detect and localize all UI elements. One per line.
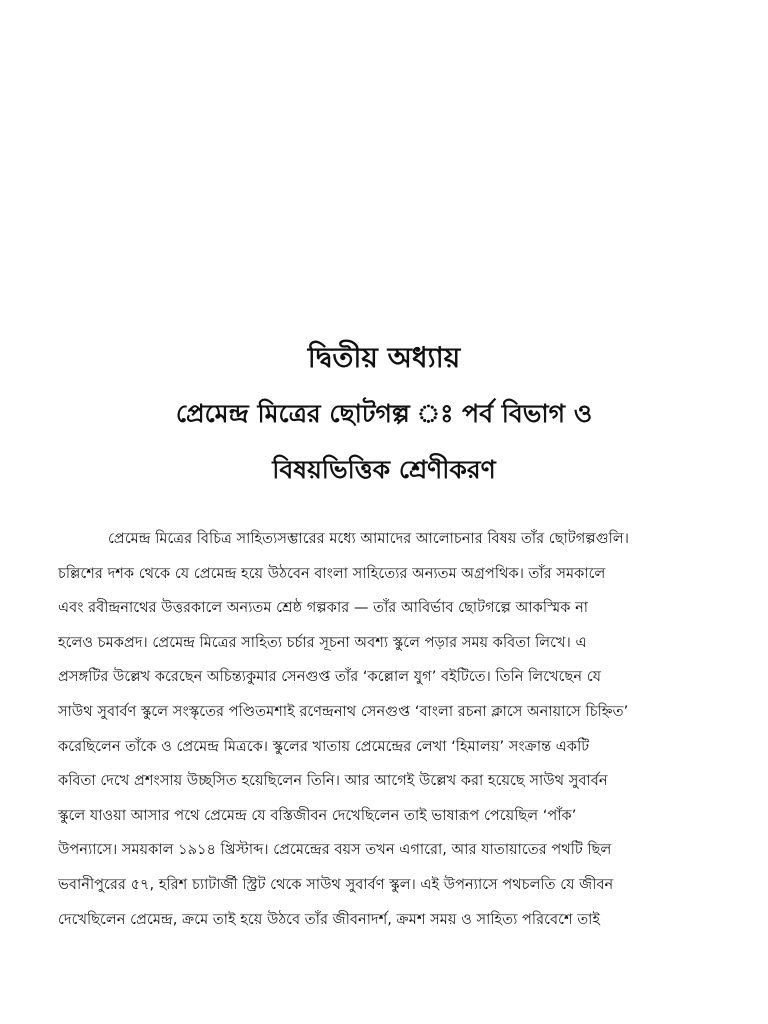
text-line: করেছিলেন তাঁকে ও প্রেমেন্দ্র মিত্রকে। স্কুলের খাতায় প্রেমেন্দ্রের লেখা ‘হিমালয়’ সংক্রান্ত একটি	[58, 737, 590, 755]
chapter-heading	[0, 330, 768, 498]
text-line: কবিতা দেখে প্রশংসায় উচ্ছসিত হয়েছিলেন তিনি। আর আগেই উল্লেখ করা হয়েছে সাউথ সুবার্বন	[58, 772, 608, 790]
chapter-label: দ্বিতীয় অধ্যায়	[307, 341, 461, 374]
text-line: প্রসঙ্গটির উল্লেখ করেছেন অচিন্ত্যকুমার সেনগুপ্ত তাঁর ‘কল্লোল যুগ’ বইটিতে। তিনি লিখেছেন যে	[58, 668, 602, 686]
chapter-title-line-1: প্রেমেন্দ্র মিত্রের ছোটগল্প ঃ পর্ব বিভাগ ও	[175, 399, 593, 428]
chapter-title-line-2: বিষয়ভিত্তিক শ্রেণীকরণ	[272, 455, 496, 484]
text-line: হলেও চমকপ্রদ। প্রেমেন্দ্র মিত্রের সাহিত্য চর্চার সূচনা অবশ্য স্কুলে পড়ার সময় কবিতা লিখে। এ	[58, 633, 587, 651]
text-line: চল্লিশের দশক থেকে যে প্রেমেন্দ্র হয়ে উঠবেন বাংলা সাহিত্যের অন্যতম অগ্রপথিক। তাঁর সমকালে	[58, 564, 606, 582]
text-line: এবং রবীন্দ্রনাথের উত্তরকালে অন্যতম শ্রেষ্ঠ গল্পকার — তাঁর আবির্ভাব ছোটগল্পে আকস্মিক না	[58, 599, 589, 617]
text-line: দেখেছিলেন প্রেমেন্দ্র, ক্রমে তাই হয়ে উঠবে তাঁর জীবনাদর্শ, ক্রমশ সময় ও সাহিত্য পরিবেশে তাই	[58, 910, 600, 928]
text-line: প্রেমেন্দ্র মিত্রের বিচিত্র সাহিত্যসম্ভারের মধ্যে আমাদের আলোচনার বিষয় তাঁর ছোটগল্পগুলি।	[108, 530, 629, 547]
body-paragraph	[58, 522, 726, 937]
text-line: স্কুলে যাওয়া আসার পথে প্রেমেন্দ্র যে বস্তিজীবন দেখেছিলেন তাই ভাষারূপ পেয়েছিল ‘পাঁক’	[58, 806, 577, 824]
text-line: সাউথ সুবার্বণ স্কুলে সংস্কৃতের পণ্ডিতমশাই রণেন্দ্রনাথ সেনগুপ্ত ‘বাংলা রচনা ক্লাসে অনায়াসে চিহ্নিত’	[58, 702, 629, 720]
text-line: উপন্যাসে। সময়কাল ১৯১৪ খ্রিস্টাব্দ। প্রেমেন্দ্রের বয়স তখন এগারো, আর যাতায়াতের পথটি ছিল	[58, 841, 612, 859]
text-line: ভবানীপুরের ৫৭, হরিশ চ্যাটার্জী স্ট্রিট থেকে সাউথ সুবার্বণ স্কুল। এই উপন্যাসে পথচলতি যে জীবন	[58, 875, 614, 893]
